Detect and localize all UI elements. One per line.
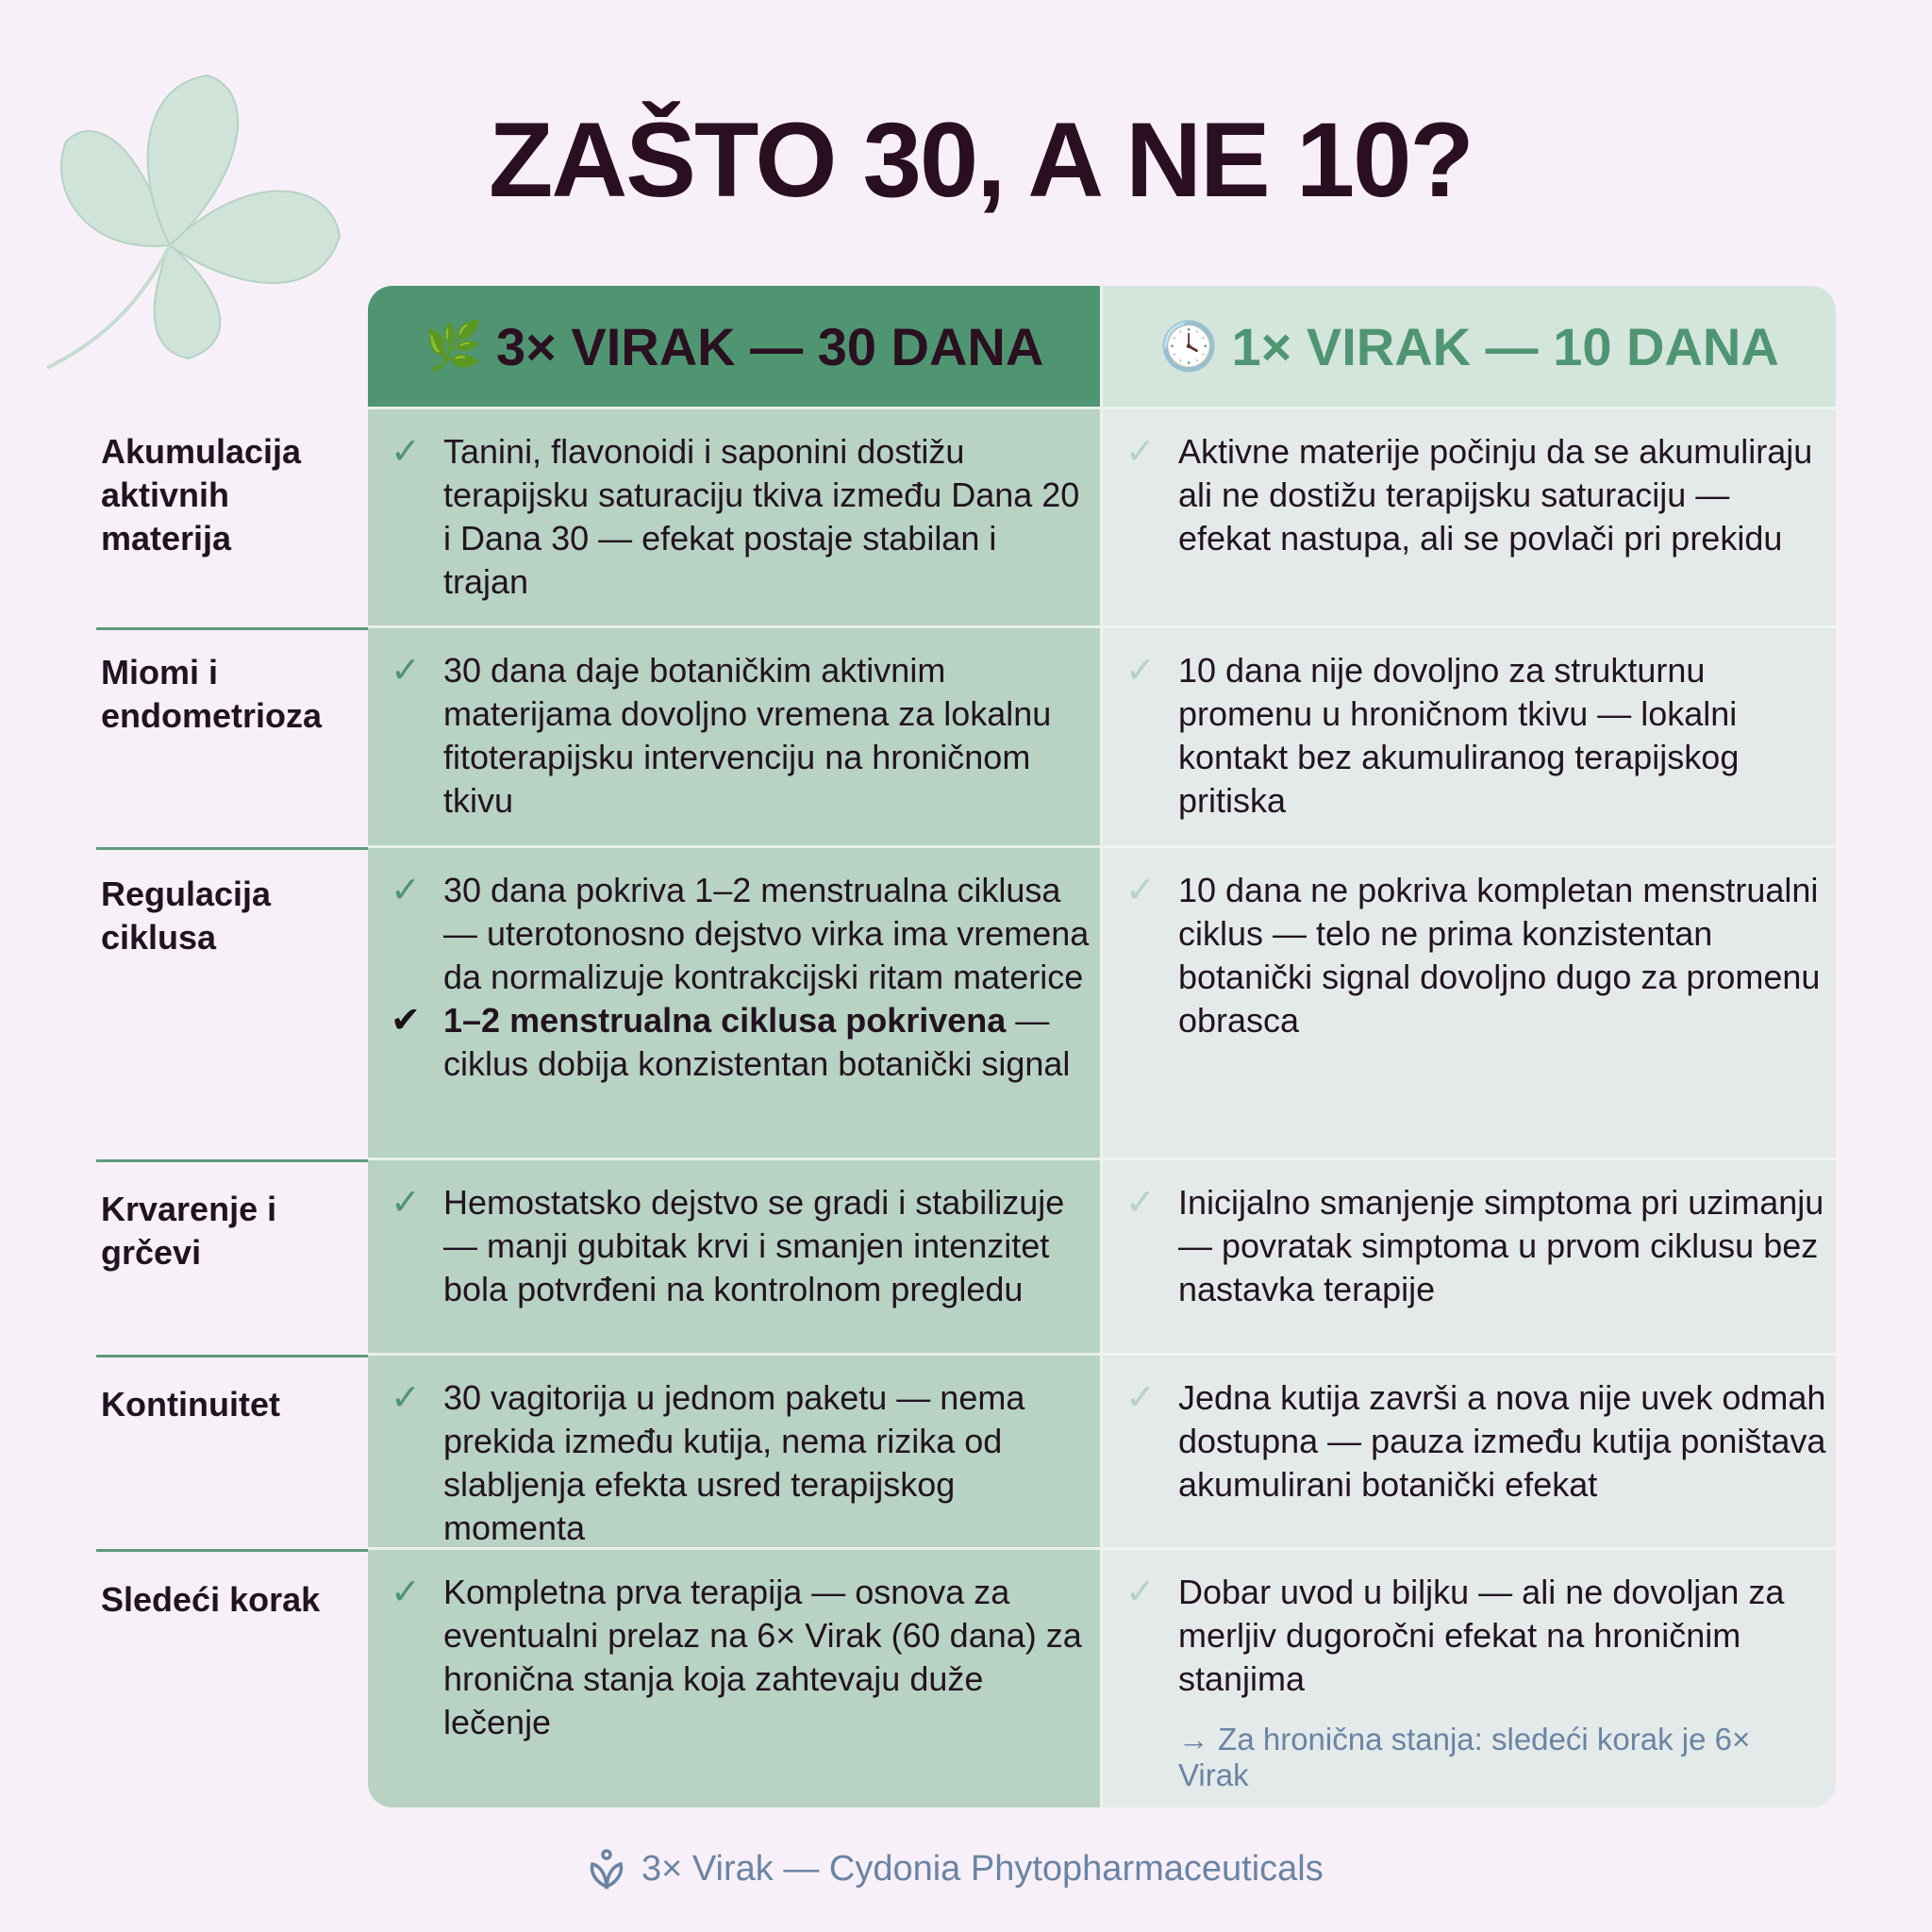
cell-10-days [1103, 1356, 1836, 1550]
cell-10-days [1103, 409, 1836, 628]
page-title: ZAŠTO 30, A NE 10? [489, 101, 1473, 219]
row-label: Akumulacija aktivnih materija [101, 432, 302, 558]
row-label: Regulacija ciklusa [101, 874, 272, 957]
footer [585, 1847, 1324, 1890]
cell-10-days [1103, 1160, 1836, 1356]
column-header-label: 3× VIRAK — 30 DANA [495, 316, 1044, 376]
column-header-30-days [368, 286, 1103, 409]
cell-text: 30 dana pokriva 1–2 menstrualna ciklusa — uterotonosno dejstvo virka ima vremena da normalizuje kontrakcijski ritam materice [443, 871, 1090, 996]
cell-10-days [1103, 628, 1836, 848]
cell-text: 30 dana daje botaničkim aktivnim materijama dovoljno vremena za lokalnu fitoterapijsku intervenciju na hroničnom tkivu [443, 651, 1052, 820]
cell-text: 10 dana ne pokriva kompletan menstrualni ciklus — telo ne prima konzistentan botanički signal dovoljno dugo za promenu obrasca [1178, 871, 1821, 1040]
row-label: Kontinuitet [101, 1385, 280, 1424]
row-label: Krvarenje i grčevi [101, 1190, 277, 1272]
bold-check-icon: ✔ [391, 1001, 421, 1041]
cell-text: Aktivne materije počinju da se akumuliraju ali ne dostižu terapijsku saturaciju — efekat nastupa, ali se povlači pri prekidu [1178, 432, 1813, 558]
cell-text: 30 vagitorija u jednom paketu — nema prekida između kutija, nema rizika od slabljenja efekta usred terapijskog momenta [443, 1378, 1025, 1547]
next-step-note: → Za hronična stanja: sledeći korak je 6× Virak [1178, 1722, 1751, 1792]
row-divider [96, 1159, 368, 1162]
column-header-10-days [1103, 286, 1836, 409]
cell-text: Inicijalno smanjenje simptoma pri uzimanju — povratak simptoma u prvom ciklusu bez nastavka terapije [1178, 1183, 1824, 1308]
lotus-icon [585, 1847, 628, 1890]
cell-text: Kompletna prva terapija — osnova za eventualni prelaz na 6× Virak (60 dana) za hronična stanja koja zahtevaju duže lečenje [443, 1573, 1082, 1741]
cell-30-days [368, 1356, 1103, 1550]
row-label: Miomi i endometrioza [101, 653, 323, 735]
cell-30-days [368, 628, 1103, 848]
check-icon: ✓ [391, 871, 421, 910]
cell-30-days [368, 848, 1103, 1160]
leaf-decoration-icon [28, 57, 368, 377]
comparison-table [368, 286, 1836, 1807]
check-icon: ✓ [391, 651, 421, 691]
check-icon: ✓ [1125, 432, 1156, 472]
check-icon: ✓ [1125, 1183, 1156, 1223]
cell-text: Hemostatsko dejstvo se gradi i stabilizuje — manji gubitak krvi i smanjen intenzitet bola potvrđeni na kontrolnom pregledu [443, 1183, 1065, 1308]
row-divider [96, 1549, 368, 1552]
highlight-bold-text: 1–2 menstrualna ciklusa pokrivena [443, 1001, 1007, 1040]
check-icon: ✓ [391, 1183, 421, 1223]
cell-highlight [443, 999, 1091, 1086]
cell-30-days [368, 409, 1103, 628]
cell-text: 10 dana nije dovoljno za strukturnu promenu u hroničnom tkivu — lokalni kontakt bez akumuliranog terapijskog pritiska [1178, 651, 1740, 820]
clock-icon: 🕓 [1159, 319, 1219, 373]
check-icon: ✓ [1125, 871, 1156, 910]
highlight-text: — ciklus dobija konzistentan botanički signal [443, 1001, 1071, 1083]
row-divider [96, 1355, 368, 1357]
cell-text: Jedna kutija završi a nova nije uvek odmah dostupna — pauza između kutija poništava akumulirani botanički efekat [1178, 1378, 1826, 1504]
check-icon: ✓ [391, 432, 421, 472]
cell-30-days [368, 1160, 1103, 1356]
check-icon: ✓ [1125, 1378, 1156, 1418]
cell-text: Tanini, flavonoidi i saponini dostižu terapijsku saturaciju tkiva između Dana 20 i Dana 30 — efekat postaje stabilan i trajan [443, 432, 1080, 601]
check-icon: ✓ [1125, 1573, 1156, 1612]
row-divider [96, 627, 368, 630]
column-header-label: 1× VIRAK — 10 DANA [1231, 316, 1779, 376]
cell-10-days [1103, 1550, 1836, 1807]
cell-30-days [368, 1550, 1103, 1807]
cell-10-days [1103, 848, 1836, 1160]
footer-text: 3× Virak — Cydonia Phytopharmaceuticals [641, 1848, 1324, 1889]
row-divider [96, 847, 368, 850]
check-icon: ✓ [1125, 651, 1156, 691]
leaf-icon: 🌿 [424, 319, 483, 373]
check-icon: ✓ [391, 1378, 421, 1418]
row-label: Sledeći korak [101, 1580, 321, 1619]
cell-text: Dobar uvod u biljku — ali ne dovoljan za merljiv dugoročni efekat na hroničnim stanjima [1178, 1573, 1785, 1698]
check-icon: ✓ [391, 1573, 421, 1612]
